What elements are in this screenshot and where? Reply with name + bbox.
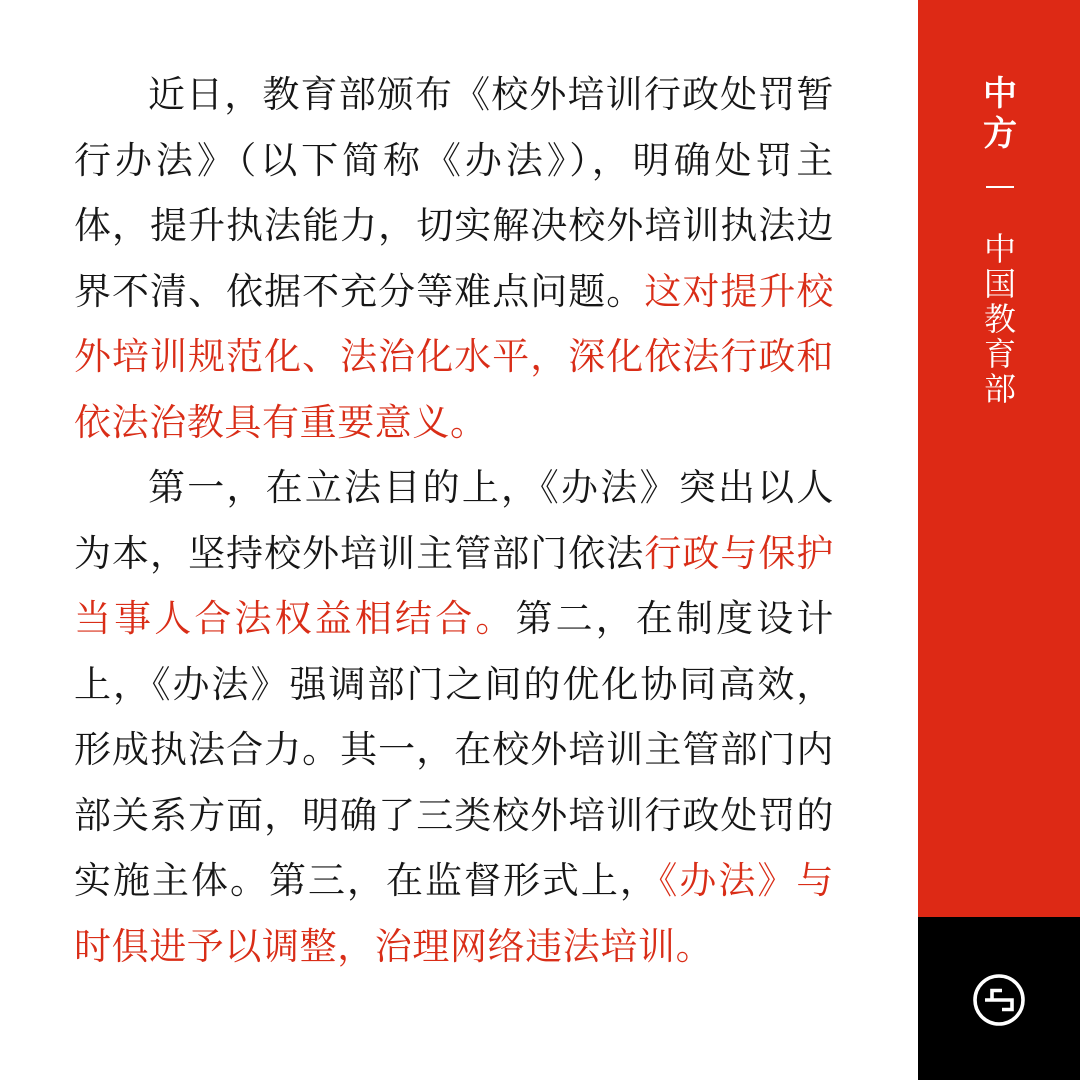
source-label: 中国教育部 — [983, 230, 1016, 408]
paragraph-2 — [74, 455, 834, 979]
article-body — [74, 62, 834, 979]
sidebar-divider — [986, 186, 1014, 188]
paragraph-2-text-a: 第一，在立法目的上，《办法》突出以人为本，坚持校外培训主管部门依法 — [74, 466, 834, 575]
paragraph-1-highlight: 这对提升校外培训规范化、法治化水平，深化依法行政和依法治教具有重要意义。 — [74, 269, 835, 444]
circle-logo-icon — [972, 973, 1026, 1027]
sidebar-logo-panel — [918, 917, 1080, 1080]
paragraph-2-highlight-b: 《办法》与时俱进予以调整，治理网络违法培训。 — [74, 859, 835, 968]
paragraph-2-highlight-a: 行政与保护当事人合法权益相结合。 — [74, 531, 835, 640]
paragraph-2-text-b: 第二，在制度设计上，《办法》强调部门之间的优化协同高效，形成执法合力。其一，在校外培训主管部门内部关系方面，明确了三类校外培训行政处罚的实施主体。第三，在监督形式上， — [74, 597, 834, 902]
paragraph-1-text: 近日，教育部颁布《校外培训行政处罚暂行办法》（以下简称《办法》），明确处罚主体，提升执法能力，切实解决校外培训执法边界不清、依据不充分等难点问题。 — [74, 73, 834, 313]
sidebar — [918, 0, 1080, 1080]
sidebar-red-panel — [918, 0, 1080, 917]
paragraph-1 — [74, 62, 834, 455]
brand-name: 中方 — [983, 74, 1017, 154]
